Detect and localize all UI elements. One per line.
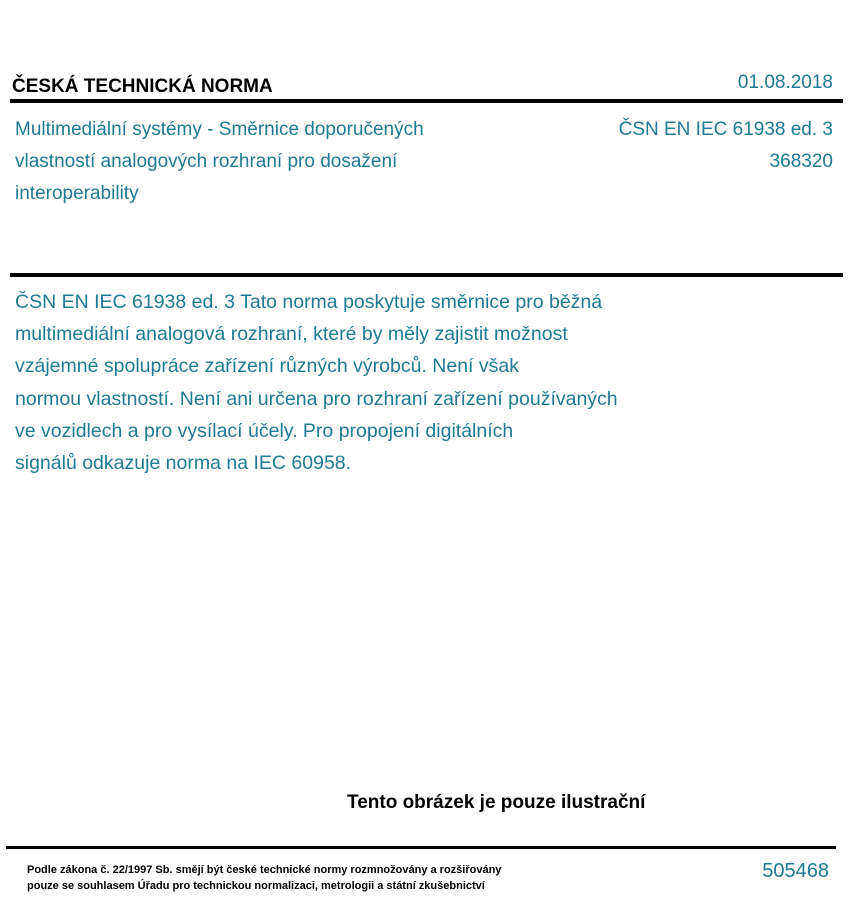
classification-code: 368320 [769,151,833,172]
document-number: 505468 [762,860,829,882]
standard-title-line: Multimediální systémy - Směrnice doporučených [15,119,424,140]
standard-designation: ČSN EN IEC 61938 ed. 3 [618,119,833,140]
footer-divider [6,846,836,849]
publication-date: 01.08.2018 [737,72,833,93]
description-line: normou vlastností. Není ani určena pro rozhraní zařízení používaných [15,387,618,410]
page-title: ČESKÁ TECHNICKÁ NORMA [12,76,273,97]
standard-title-line: vlastností analogových rozhraní pro dosažení [15,151,398,172]
description-line: ve vozidlech a pro vysílací účely. Pro propojení digitálních [15,419,514,442]
description-line: vzájemné spolupráce zařízení různých výrobců. Není však [15,355,519,378]
standard-title [15,114,535,210]
description-line: ČSN EN IEC 61938 ed. 3 Tato norma poskytuje směrnice pro běžná [15,291,603,313]
legal-line: pouze se souhlasem Úřadu pro technickou normalizaci, metrologii a státní zkušebnictví [27,880,485,892]
legal-notice [27,862,501,894]
header-divider [10,99,843,103]
standard-codes [619,114,833,178]
standard-description [15,286,695,479]
description-line: signálů odkazuje norma na IEC 60958. [15,452,352,475]
legal-line: Podle zákona č. 22/1997 Sb. smějí být české technické normy rozmnožovány a rozšiřovány [27,864,502,876]
description-line: multimediální analogová rozhraní, které by měly zajistit možnost [15,323,568,346]
standard-title-line: interoperability [15,183,139,204]
section-divider [10,273,843,277]
illustration-note: Tento obrázek je pouze ilustrační [347,792,646,813]
